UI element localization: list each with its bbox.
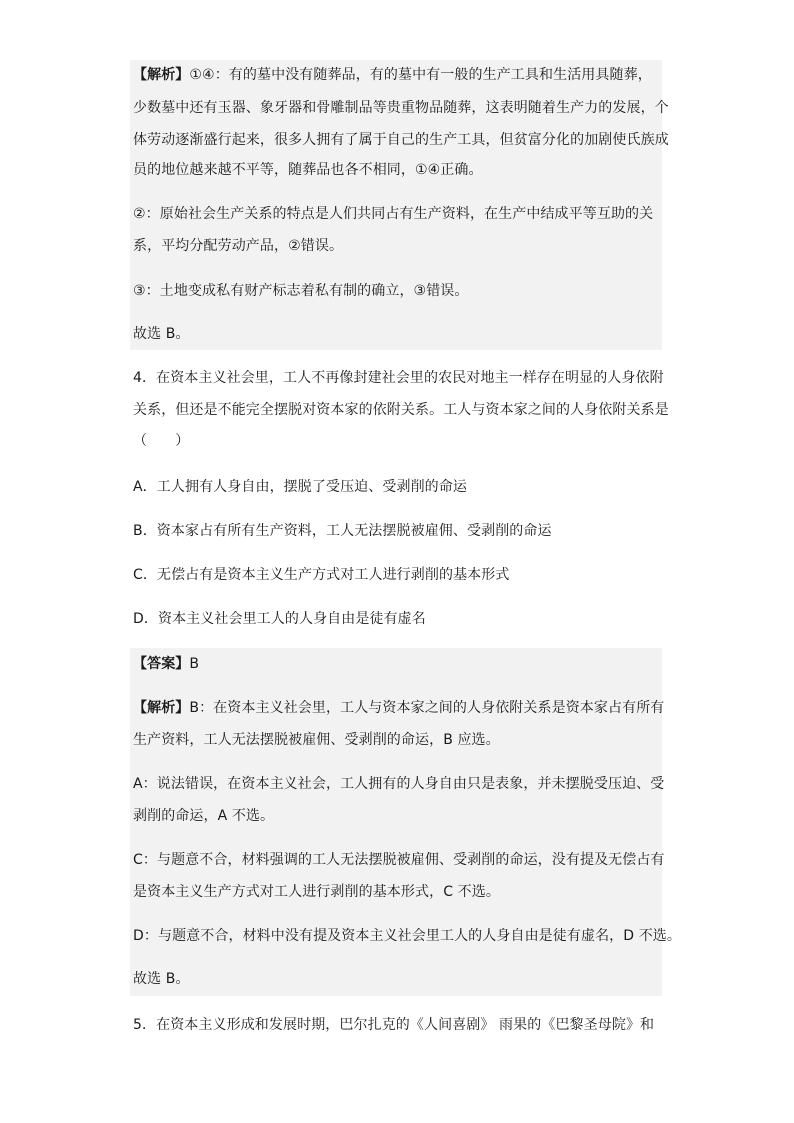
answer-analysis-tag: 【解析】 [133, 700, 190, 716]
option-d: D．资本主义社会里工人的人身自由是徒有虚名 [133, 611, 426, 627]
analysis-point-2-line-1: ②：原始社会生产关系的特点是人们共同占有生产资料，在生产中结成平等互助的关 [133, 206, 654, 222]
option-c: C．无偿占有是资本主义生产方式对工人进行剥削的基本形式 [133, 567, 510, 583]
answer-tag: 【答案】 [133, 656, 190, 672]
analysis-conclusion: 故选 B。 [133, 326, 190, 342]
analysis-tag: 【解析】 [133, 67, 190, 83]
analysis-line-1: 【解析】①④：有的墓中没有随葬品，有的墓中有一般的生产工具和生活用具随葬， [133, 67, 652, 83]
analysis-point-3: ③：土地变成私有财产标志着私有制的确立，③错误。 [133, 283, 469, 299]
answer-line [133, 654, 663, 674]
option-b: B．资本家占有所有生产资料，工人无法摆脱被雇佣、受剥削的命运 [133, 523, 552, 539]
question-4-stem-line-3: （ ） [133, 433, 190, 449]
analysis-line-2: 少数墓中还有玉器、象牙器和骨雕制品等贵重物品随葬，这表明随着生产力的发展，个 [133, 100, 669, 116]
analysis-point-2-line-2: 系，平均分配劳动产品，②错误。 [133, 238, 344, 254]
analysis-line-3: 体劳动逐渐盛行起来，很多人拥有了属于自己的生产工具，但贫富分化的加剧使氏族成 [133, 132, 669, 148]
analysis-line-4: 员的地位越来越不平等，随葬品也各不相同，①④正确。 [133, 162, 483, 178]
answer-analysis-b-line-2: 生产资料，工人无法摆脱被雇佣、受剥削的命运，B 应选。 [133, 732, 500, 748]
answer-conclusion: 故选 B。 [133, 971, 190, 987]
answer-analysis-c-line-1: C：与题意不合，材料强调的工人无法摆脱被雇佣、受剥削的命运，没有提及无偿占有 [133, 852, 665, 868]
option-a: A．工人拥有人身自由，摆脱了受压迫、受剥削的命运 [133, 479, 467, 495]
answer-analysis-d: D：与题意不合，材料中没有提及资本主义社会里工人的人身自由是徒有虚名，D 不选。 [133, 928, 682, 944]
answer-analysis-c-line-2: 是资本主义生产方式对工人进行剥削的基本形式，C 不选。 [133, 884, 500, 900]
question-4-stem-line-2: 关系，但还是不能完全摆脱对资本家的依附关系。工人与资本家之间的人身依附关系是 [133, 402, 669, 418]
answer-analysis-a-line-1: A：说法错误，在资本主义社会，工人拥有的人身自由只是表象，并未摆脱受压迫、受 [133, 776, 665, 792]
answer-analysis-b-line-1: 【解析】B：在资本主义社会里，工人与资本家之间的人身依附关系是资本家占有所有 [133, 700, 665, 716]
answer-analysis-a-line-2: 剥削的命运，A 不选。 [133, 808, 275, 824]
question-5-stem: 5．在资本主义形成和发展时期，巴尔扎克的《人间喜剧》 雨果的《巴黎圣母院》和 [133, 1017, 655, 1033]
question-4-stem-line-1: 4．在资本主义社会里，工人不再像封建社会里的农民对地主一样存在明显的人身依附 [133, 370, 664, 386]
answer-value: B [189, 656, 200, 672]
